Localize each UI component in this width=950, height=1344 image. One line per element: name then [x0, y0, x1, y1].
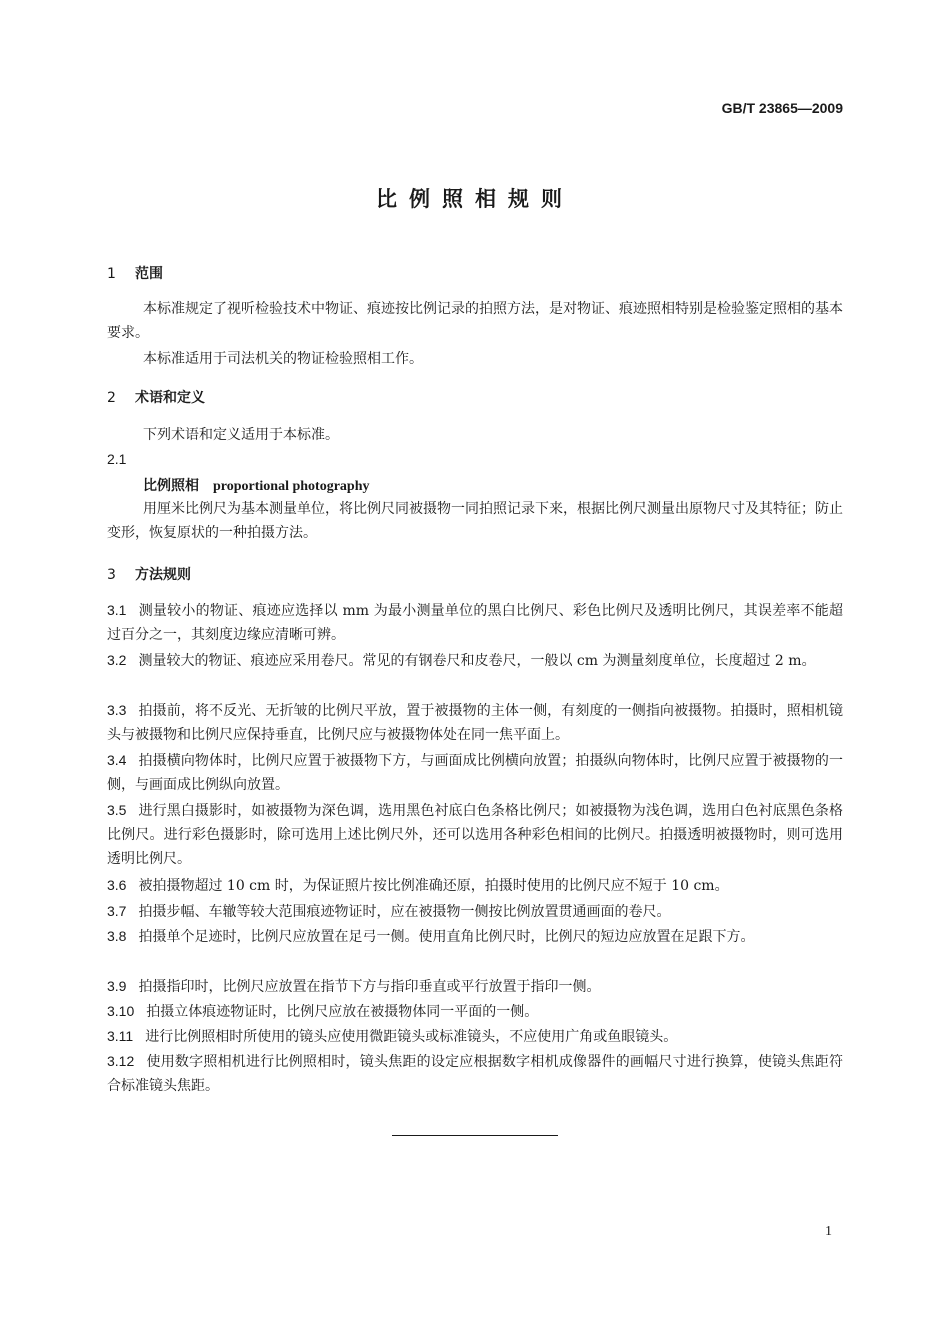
clause-text: 拍摄前，将不反光、无折皱的比例尺平放，置于被摄物的主体一侧，有刻度的一侧指向被摄物。拍摄时，照相机镜头与被摄物和比例尺应保持垂直，比例尺应与被摄物体处在同一焦平面上。: [107, 703, 843, 743]
term-definition: 用厘米比例尺为基本测量单位，将比例尺同被摄物一同拍照记录下来，根据比例尺测量出原物尺寸及其特征；防止变形，恢复原状的一种拍摄方法。: [107, 501, 843, 541]
clause-3-4: [107, 748, 843, 797]
section-number: 1: [107, 266, 116, 282]
end-rule: [392, 1135, 558, 1136]
section-number: 2: [107, 390, 116, 406]
section-2-heading: [107, 387, 205, 407]
clause-text: 拍摄步幅、车辙等较大范围痕迹物证时，应在被摄物一侧按比例放置贯通画面的卷尺。: [138, 904, 671, 920]
clause-3-7: [107, 899, 843, 924]
clause-number: 3.11: [107, 1028, 134, 1044]
paragraph-scope-1: 本标准规定了视听检验技术中物证、痕迹按比例记录的拍照方法，是对物证、痕迹照相特别是检验鉴定照相的基本要求。: [107, 301, 843, 341]
section-number: 3: [107, 567, 116, 583]
clause-3-1: [107, 598, 843, 647]
clause-number: 3.3: [107, 702, 127, 718]
term-name: [143, 475, 370, 495]
clause-number: 3.9: [107, 978, 127, 994]
section-3-heading: [107, 564, 191, 584]
clause-number: 3.7: [107, 903, 127, 919]
clause-3-10: [107, 999, 843, 1024]
term-name-en: proportional photography: [213, 479, 370, 494]
clause-number: 3.10: [107, 1003, 135, 1019]
section-title: 范围: [135, 266, 163, 282]
clause-text: 拍摄单个足迹时，比例尺应放置在足弓一侧。使用直角比例尺时，比例尺的短边应放置在足跟下方。: [138, 929, 755, 945]
clause-3-11: [107, 1024, 843, 1049]
clause-text: 测量较大的物证、痕迹应采用卷尺。常见的有钢卷尺和皮卷尺，一般以 cm 为测量刻度单位，长度超过 2 m。: [138, 653, 816, 669]
term-name-zh: 比例照相: [143, 478, 199, 494]
clause-number: 3.8: [107, 928, 127, 944]
term-number: 2.1: [107, 451, 127, 467]
clause-number: 3.5: [107, 802, 127, 818]
section-title: 方法规则: [135, 567, 191, 583]
section-title: 术语和定义: [135, 390, 205, 406]
clause-text: 进行黑白摄影时，如被摄物为深色调，选用黑色衬底白色条格比例尺；如被摄物为浅色调，选用白色衬底黑色条格比例尺。进行彩色摄影时，除可选用上述比例尺外，还可以选用各种彩色相间的比例尺。拍摄透明被摄物时，则可选用透明比例尺。: [107, 803, 843, 867]
clause-text: 拍摄立体痕迹物证时，比例尺应放在被摄物体同一平面的一侧。: [146, 1004, 539, 1020]
clause-3-12: [107, 1049, 843, 1098]
paragraph-scope-2: 本标准适用于司法机关的物证检验照相工作。: [143, 351, 423, 367]
clause-number: 3.4: [107, 752, 127, 768]
document-title: 比例照相规则: [376, 187, 574, 211]
section-1-heading: [107, 263, 163, 283]
clause-3-5: [107, 798, 843, 871]
clause-text: 拍摄指印时，比例尺应放置在指节下方与指印垂直或平行放置于指印一侧。: [138, 979, 601, 995]
clause-3-6: [107, 873, 843, 898]
clause-text: 使用数字照相机进行比例照相时，镜头焦距的设定应根据数字相机成像器件的画幅尺寸进行换算，使镜头焦距符合标准镜头焦距。: [107, 1054, 843, 1094]
clause-number: 3.6: [107, 877, 127, 893]
clause-number: 3.1: [107, 602, 127, 618]
clause-3-2: [107, 648, 843, 673]
clause-text: 进行比例照相时所使用的镜头应使用微距镜头或标准镜头，不应使用广角或鱼眼镜头。: [145, 1029, 678, 1045]
clause-text: 被拍摄物超过 10 cm 时，为保证照片按比例准确还原，拍摄时使用的比例尺应不短于 10 cm。: [138, 878, 729, 894]
clause-number: 3.2: [107, 652, 127, 668]
clause-text: 拍摄横向物体时，比例尺应置于被摄物下方，与画面成比例横向放置；拍摄纵向物体时，比例尺应置于被摄物的一侧，与画面成比例纵向放置。: [107, 753, 843, 793]
clause-3-9: [107, 974, 843, 999]
clause-3-3: [107, 698, 843, 747]
clause-number: 3.12: [107, 1053, 135, 1069]
paragraph-terms-intro: 下列术语和定义适用于本标准。: [143, 427, 339, 443]
clause-3-8: [107, 924, 843, 949]
page-number: 1: [825, 1224, 832, 1239]
clause-text: 测量较小的物证、痕迹应选择以 mm 为最小测量单位的黑白比例尺、彩色比例尺及透明比例尺，其误差率不能超过百分之一，其刻度边缘应清晰可辨。: [107, 603, 843, 643]
standard-code: GB/T 23865—2009: [721, 100, 843, 116]
